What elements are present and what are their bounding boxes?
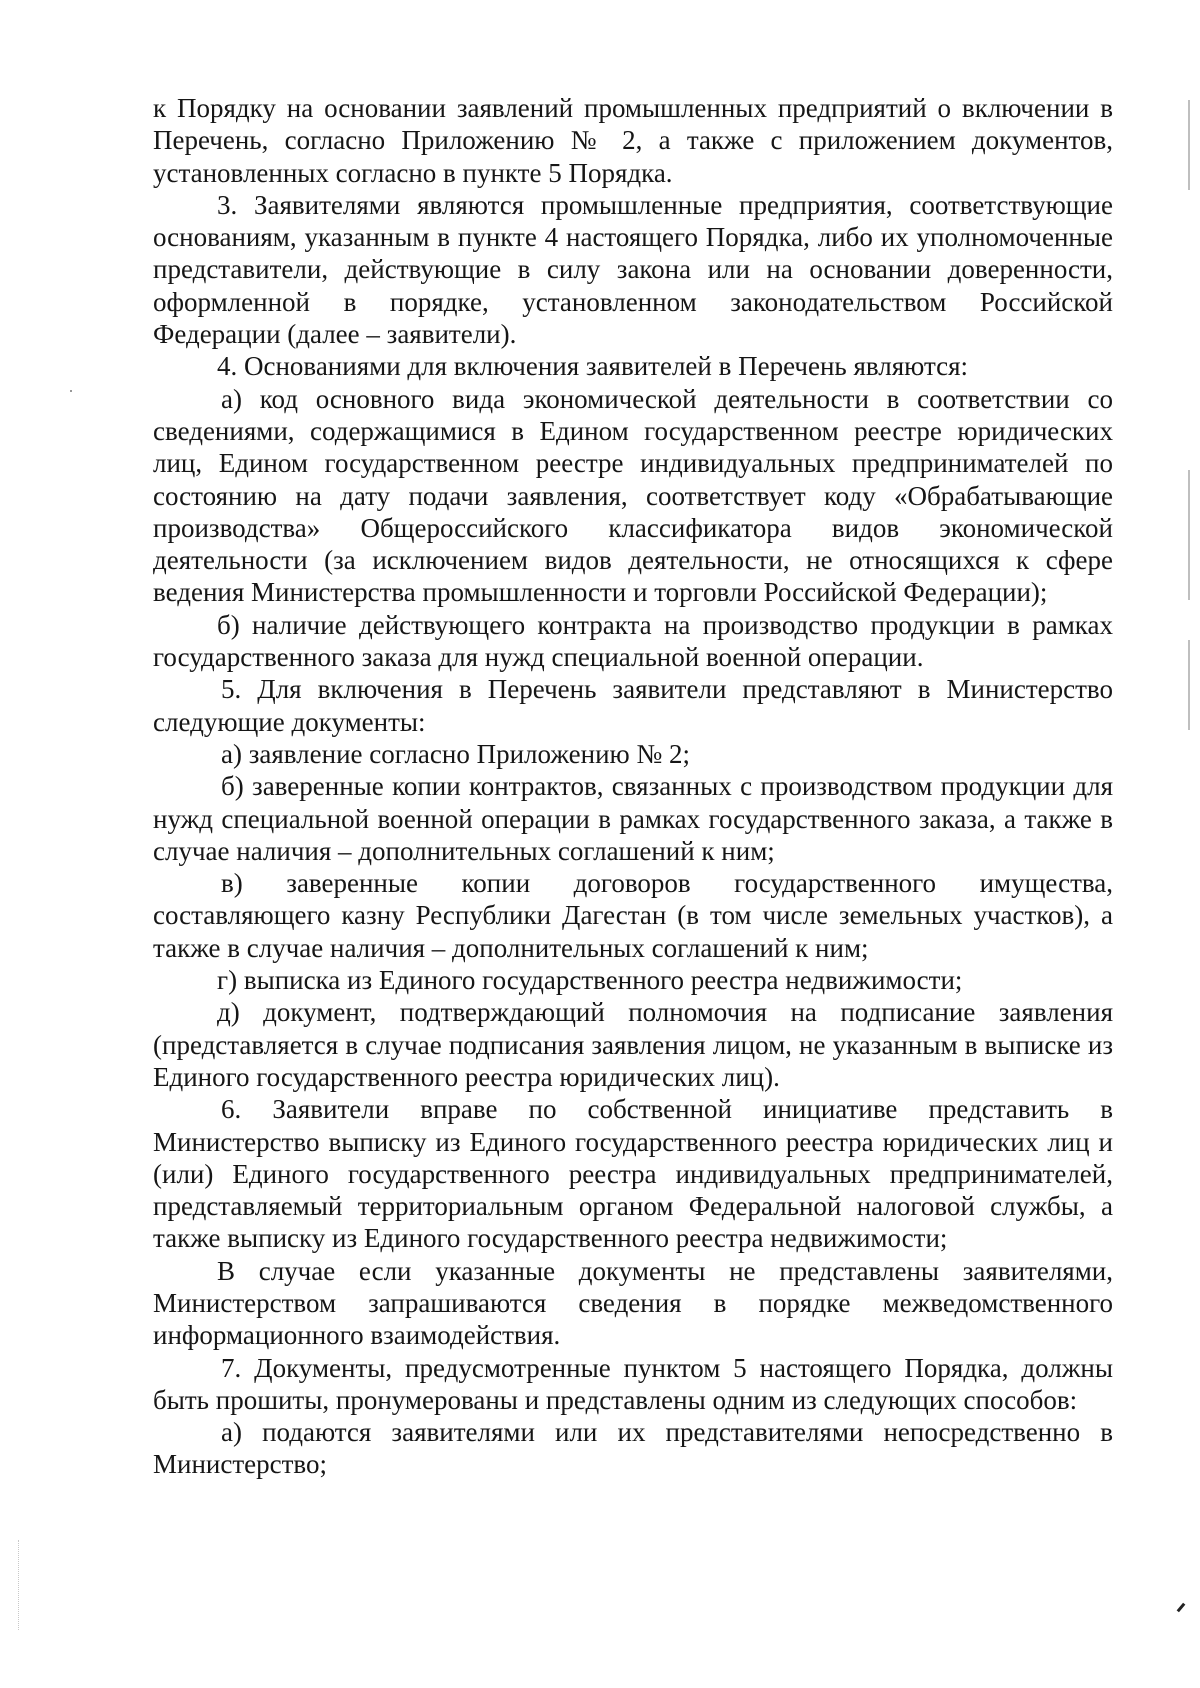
paragraph-continuation: к Порядку на основании заявлений промышленных предприятий о включении в Перечень, согласно Приложению № 2, а также с приложением документов, установленных согласно в пункте 5 Порядка. (153, 93, 1113, 188)
paragraph-item-5: 5. Для включения в Перечень заявители представляют в Министерство следующие документы: (153, 674, 1113, 737)
paragraph-item-4b: б) наличие действующего контракта на производство продукции в рамках государственного заказа для нужд специальной военной операции. (153, 609, 1113, 673)
paragraph-item-5g: г) выписка из Единого государственного реестра недвижимости; (217, 965, 963, 996)
scan-edge-mark (1188, 640, 1190, 730)
scan-edge-mark (1188, 470, 1190, 600)
paragraph-item-5v: в) заверенные копии договоров государственного имущества, составляющего казну Республики Дагестан (в том числе земельных участков), а также в случае наличия – дополнительных соглашений к ним; (153, 868, 1113, 963)
document-body (153, 92, 1113, 1481)
paragraph-item-5d: д) документ, подтверждающий полномочия на подписание заявления (представляется в случае подписания заявления лицом, не указанным в выписке из Единого государственного реестра юридических лиц). (153, 997, 1113, 1092)
paragraph-item-5a: а) заявление согласно Приложению № 2; (221, 738, 690, 769)
scan-dotted-line (18, 1540, 20, 1630)
scan-speck (70, 390, 72, 392)
paragraph-item-6-note: В случае если указанные документы не представлены заявителями, Министерством запрашиваются сведения в порядке межведомственного информационного взаимодействия. (153, 1255, 1113, 1351)
paragraph-item-7a: а) подаются заявителями или их представителями непосредственно в Министерство; (153, 1417, 1113, 1480)
paragraph-item-4: 4. Основаниями для включения заявителей в Перечень являются: (217, 351, 969, 382)
paragraph-item-4a: а) код основного вида экономической деятельности в соответствии со сведениями, содержащимися в Едином государственном реестре юридических лиц, Едином государственном реестре индивидуальных предпринимателей по состоянию на дату подачи заявления, соответствует коду «Обрабатывающие производства» Общероссийского классификатора видов экономической деятельности (за исключением видов деятельности, не относящихся к сфере ведения Министерства промышленности и торговли Российской Федерации); (153, 383, 1113, 608)
scan-edge-mark (1188, 100, 1190, 190)
paragraph-item-6: 6. Заявители вправе по собственной инициативе представить в Министерство выписку из Единого государственного реестра юридических лиц и (или) Единого государственного реестра индивидуальных предпринимателей, представляемый территориальным органом Федеральной налоговой службы, а также выписку из Единого государственного реестра недвижимости; (153, 1094, 1113, 1254)
paragraph-item-3: 3. Заявителями являются промышленные предприятия, соответствующие основаниям, указанным в пункте 4 настоящего Порядка, либо их уполномоченные представители, действующие в силу закона или на основании доверенности, оформленной в порядке, установленном законодательством Российской Федерации (далее – заявители). (153, 189, 1113, 350)
paragraph-item-7: 7. Документы, предусмотренные пунктом 5 настоящего Порядка, должны быть прошиты, пронумерованы и представлены одним из следующих способов: (153, 1352, 1113, 1415)
paragraph-item-5b: б) заверенные копии контрактов, связанных с производством продукции для нужд специальной военной операции в рамках государственного заказа, а также в случае наличия – дополнительных соглашений к ним; (153, 771, 1113, 866)
scan-pen-mark (1177, 1603, 1186, 1613)
